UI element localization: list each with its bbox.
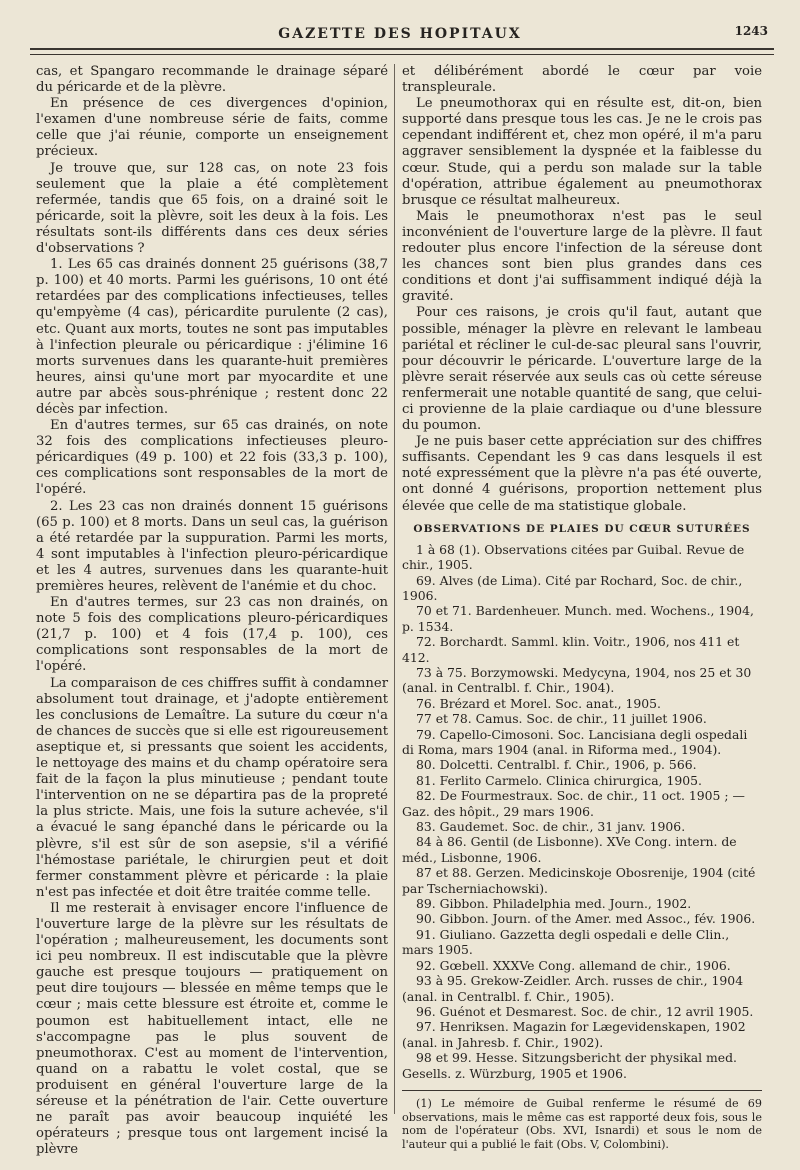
observations-heading: OBSERVATIONS DE PLAIES DU CŒUR SUTURÉES <box>413 522 751 535</box>
header-rule-thick <box>30 48 774 50</box>
journal-title: GAZETTE DES HOPITAUX <box>278 26 522 42</box>
reference-item: 70 et 71. Bardenheuer. Munch. med. Wochens., 1904, p. 1534. <box>402 603 754 634</box>
reference-item: 89. Gibbon. Philadelphia med. Journ., 1902. <box>416 896 692 912</box>
paragraph: cas, et Spangaro recommande le drainage séparé du péricarde et de la plèvre. <box>36 64 388 96</box>
paragraph: Je ne puis baser cette appréciation sur des chiffres suffisants. Cependant les 9 cas dans lesquels il est noté expressément que la plèvre n'a pas été ouverte, ont donné 4 guérisons, proportion nettement plus élevée que celle de ma statistique globale. <box>402 434 762 514</box>
reference-item: 81. Ferlito Carmelo. Clinica chirurgica, 1905. <box>416 772 702 788</box>
paragraph: Je trouve que, sur 128 cas, on note 23 fois seulement que la plaie a été complètement refermée, tandis que 65 fois, on a drainé soit le péricarde, soit la plèvre, soit les deux à la fois. Les résultats sont-ils différents dans ces deux séries d'observations ? <box>36 160 388 257</box>
reference-item: 1 à 68 (1). Observations citées par Guibal. Revue de chir., 1905. <box>402 541 745 573</box>
reference-item: 98 et 99. Hesse. Sitzungsbericht der physikal med. Gesells. z. Würzburg, 1905 et 1906. <box>402 1050 737 1081</box>
paragraph: La comparaison de ces chiffres suffit à condamner absolument tout drainage, et j'adopte entièrement les conclusions de Lemaître. La suture du cœur n'a de chances de succès que si elle est rigoureusement aseptique et, si pressants que soient les accidents, le nettoyage des mains et du champ opératoire sera fait de la façon la plus minutieuse ; pendant toute l'intervention on ne se départira pas de la propreté la plus stricte. Mais, une fois la suture achevée, s'il a évacué le sang épanché dans le péricarde ou la plèvre, s'il est sûr de son asepsie, s'il a vérifié l'hémostase pariétale, le chirurgien peut et doit fermer constamment plèvre et péricarde : la plaie n'est pas infectée et doit être traitée comme telle. <box>36 675 388 900</box>
reference-item: 84 à 86. Gentil (de Lisbonne). XVe Cong. intern. de méd., Lisbonne, 1906. <box>402 834 737 865</box>
left-column <box>36 64 388 1158</box>
paragraph: En présence de ces divergences d'opinion, l'examen d'une nombreuse série de faits, comme celle que j'ai réunie, comporte un enseignement précieux. <box>36 96 388 160</box>
paragraph: Il me resterait à envisager encore l'influence de l'ouverture large de la plèvre sur les résultats de l'opération ; malheureusement, les documents sont ici peu nombreux. Il est indiscutable que la plèvre gauche est presque toujours — pratiquement on peut dire toujours — blessée en même temps que le cœur ; mais cette blessure est étroite et, comme le poumon est habituellement intact, elle ne s'accompagne pas le plus souvent de pneumothorax. C'est au moment de l'intervention, quand on a rabattu le volet costal, que se produisent en général l'ouverture large de la séreuse et la pénétration de l'air. Cette ouverture ne paraît pas avoir beaucoup inquiété les opérateurs ; presque tous ont largement incisé la plèvre <box>36 900 388 1158</box>
reference-item: 80. Dolcetti. Centralbl. f. Chir., 1906, p. 566. <box>416 757 697 773</box>
reference-item: 97. Henriksen. Magazin for Lægevidenskapen, 1902 (anal. in Jahresb. f. Chir., 1902). <box>402 1019 746 1050</box>
column-divider <box>394 64 395 1114</box>
reference-item: 87 et 88. Gerzen. Medicinskoje Obosrenije, 1904 (cité par Tscherniachowski). <box>402 865 756 896</box>
reference-item: 72. Borchardt. Samml. klin. Voitr., 1906, nos 411 et 412. <box>402 634 740 665</box>
reference-item: 82. De Fourmestraux. Soc. de chir., 11 oct. 1905 ; — Gaz. des hôpit., 29 mars 1906. <box>402 788 745 819</box>
reference-item: 96. Guénot et Desmarest. Soc. de chir., 12 avril 1905. <box>416 1003 754 1019</box>
reference-item: 73 à 75. Borzymowski. Medycyna, 1904, nos 25 et 30 (anal. in Centralbl. f. Chir., 1904). <box>402 664 752 696</box>
reference-item: 69. Alves (de Lima). Cité par Rochard, Soc. de chir., 1906. <box>402 572 743 603</box>
reference-item: 76. Brézard et Morel. Soc. anat., 1905. <box>416 695 661 711</box>
paragraph: 1. Les 65 cas drainés donnent 25 guérisons (38,7 p. 100) et 40 morts. Parmi les guérisons, 10 ont été retardées par des complications infectieuses, telles qu'empyème (4 cas), péricardite purulente (2 cas), etc. Quant aux morts, toutes ne sont pas imputables à l'infection pleurale ou péricardique : j'élimine 16 morts survenues dans les quarante-huit premières heures, ainsi qu'une mort par myocardite et une autre par abcès sous-phrénique ; restent donc 22 décès par infection. <box>36 257 388 417</box>
right-column <box>402 64 762 1151</box>
footnote-rule <box>402 1090 762 1091</box>
footnote: (1) Le mémoire de Guibal renferme le résumé de 69 observations, mais le même cas est rapporté deux fois, sous le nom de l'opérateur (Obs. XVI, Isnardi) et sous le nom de l'auteur qui a publié le fait (Obs. V, Colombini). <box>402 1096 762 1151</box>
reference-item: 79. Capello-Cimosoni. Soc. Lancisiana degli ospedali di Roma, mars 1904 (anal. in Riforma med., 1904). <box>402 726 748 757</box>
running-header <box>30 24 770 46</box>
paragraph: Pour ces raisons, je crois qu'il faut, autant que possible, ménager la plèvre en relevant le lambeau pariétal et récliner le cul-de-sac pleural sans l'ouvrir, pour découvrir le péricarde. L'ouverture large de la plèvre serait réservée aux seuls cas où cette séreuse renfermerait une notable quantité de sang, que celui-ci provienne de la plaie cardiaque ou d'une blessure du poumon. <box>402 305 762 434</box>
header-rule-thin <box>30 54 774 55</box>
reference-item: 83. Gaudemet. Soc. de chir., 31 janv. 1906. <box>416 819 686 835</box>
page-number: 1243 <box>734 24 768 38</box>
paragraph: En d'autres termes, sur 65 cas drainés, on note 32 fois des complications infectieuses pleuro-péricardiques (49 p. 100) et 22 fois (33,3 p. 100), ces complications sont responsables de la mort de l'opéré. <box>36 418 388 498</box>
paragraph: Mais le pneumothorax n'est pas le seul inconvénient de l'ouverture large de la plèvre. Il faut redouter plus encore l'infection de la séreuse dont les chances sont bien plus grandes dans ces conditions et dont j'ai suffisamment indiqué déjà la gravité. <box>402 208 762 305</box>
reference-item: 90. Gibbon. Journ. of the Amer. med Assoc., fév. 1906. <box>416 911 756 927</box>
reference-item: 91. Giuliano. Gazzetta degli ospedali e delle Clin., mars 1905. <box>402 926 730 958</box>
reference-item: 92. Gœbell. XXXVe Cong. allemand de chir., 1906. <box>416 957 731 973</box>
paragraph: 2. Les 23 cas non drainés donnent 15 guérisons (65 p. 100) et 8 morts. Dans un seul cas, la guérison a été retardée par la suppuration. Parmi les morts, 4 sont imputables à l'infection pleuro-péricardique et les 4 autres, survenues dans les quarante-huit premières heures, relèvent de l'anémie et du choc. <box>36 498 388 594</box>
paragraph: En d'autres termes, sur 23 cas non drainés, on note 5 fois des complications pleuro-péricardiques (21,7 p. 100) et 4 fois (17,4 p. 100), ces complications sont responsables de la mort de l'opéré. <box>36 595 388 675</box>
paragraph: Le pneumothorax qui en résulte est, dit-on, bien supporté dans presque tous les cas. Je ne le crois pas cependant indifférent et, chez mon opéré, il m'a paru aggraver sensiblement la dyspnée et la faiblesse du cœur. Stude, qui a perdu son malade sur la table d'opération, attribue également au pneumothorax brusque ce résultat malheureux. <box>402 96 762 208</box>
paragraph: et délibérément abordé le cœur par voie transpleurale. <box>402 64 762 96</box>
reference-item: 77 et 78. Camus. Soc. de chir., 11 juillet 1906. <box>416 711 707 727</box>
reference-list <box>402 542 762 1081</box>
reference-item: 93 à 95. Grekow-Zeidler. Arch. russes de chir., 1904 (anal. in Centralbl. f. Chir., 1905). <box>402 973 744 1004</box>
